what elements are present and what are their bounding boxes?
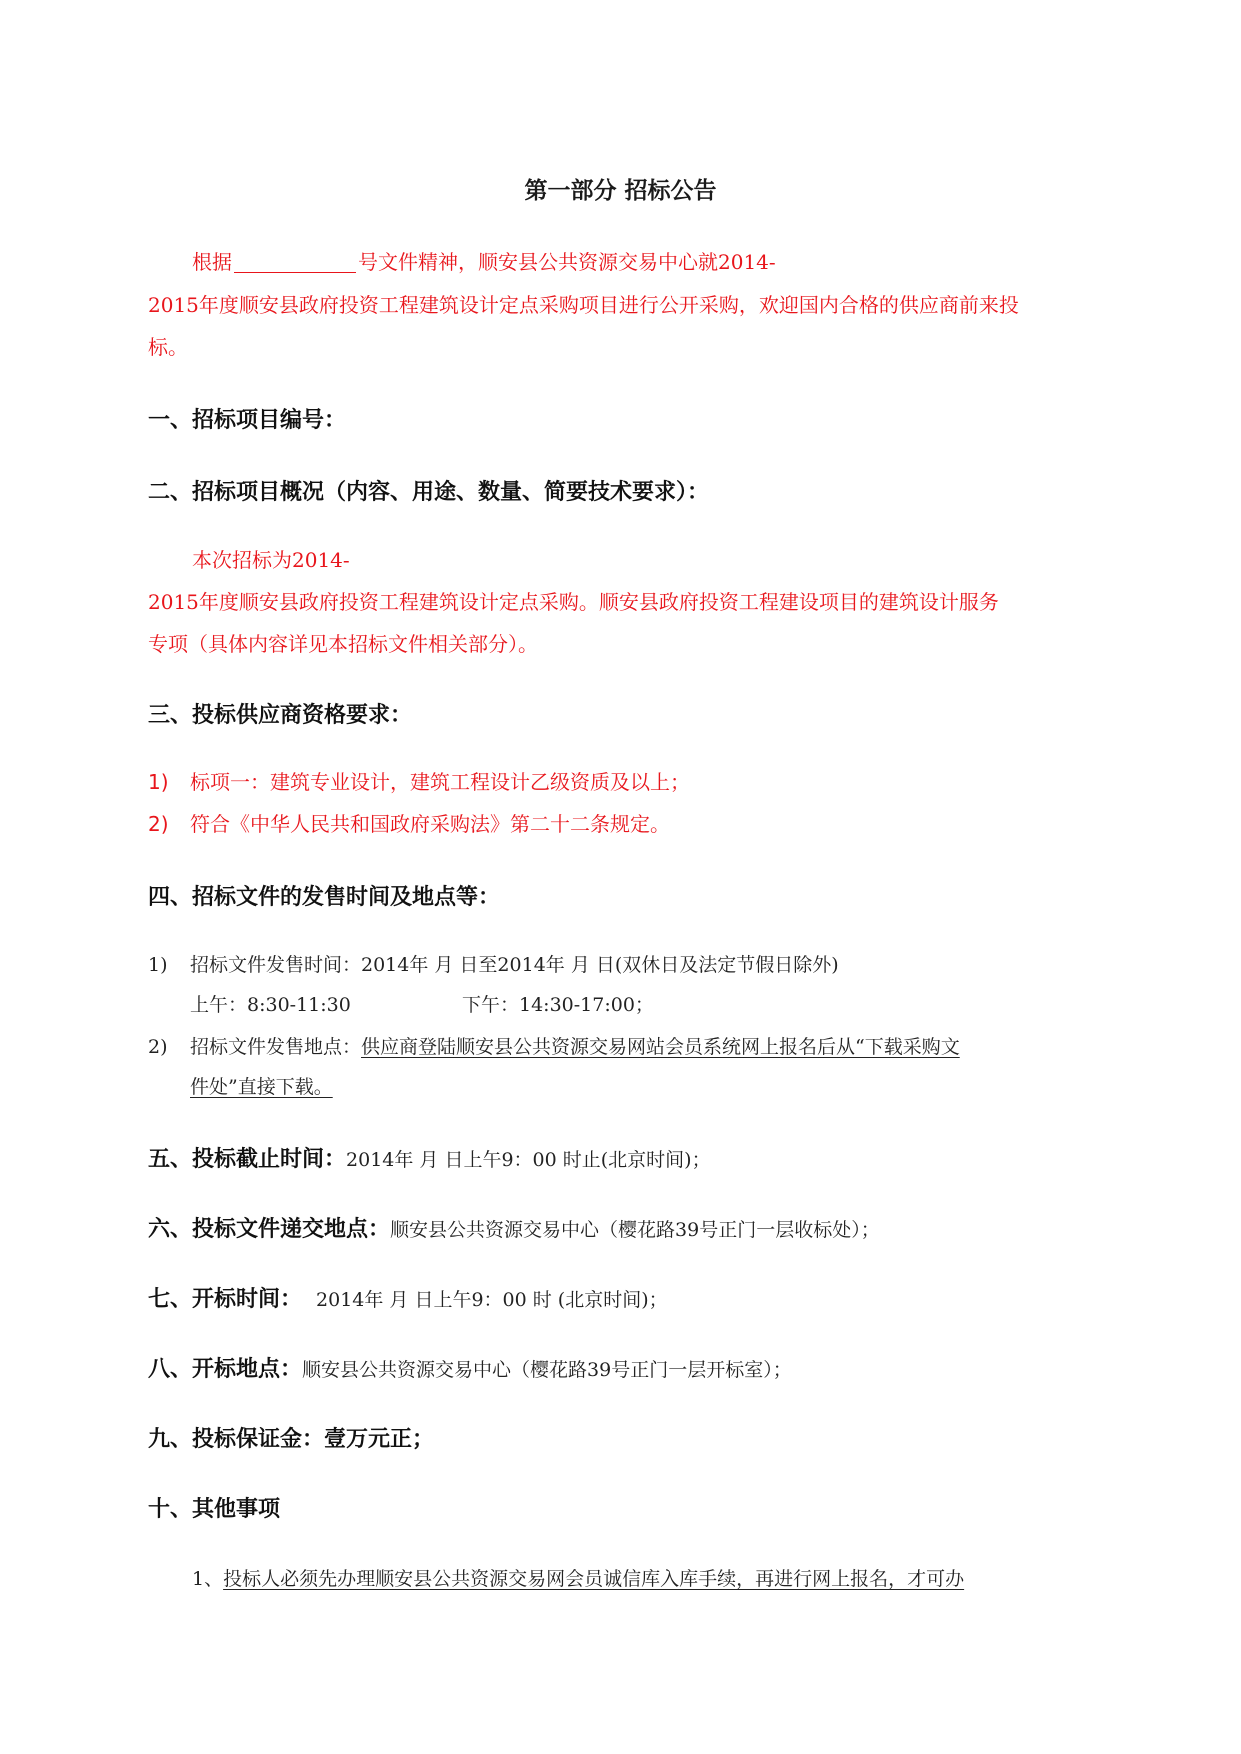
section-10-heading: 十、其他事项 bbox=[148, 1497, 281, 1522]
sale-location-number: 2) bbox=[148, 1036, 168, 1058]
intro-line-1-rest: 号文件精神，顺安县公共资源交易中心就2014- bbox=[358, 250, 776, 274]
bid-deadline-value: 2014年 月 日上午9：00 时止(北京时间)； bbox=[346, 1149, 711, 1171]
section-7 bbox=[148, 1282, 668, 1313]
submission-location-value: 顺安县公共资源交易中心（樱花路39号正门一层收标处）； bbox=[390, 1219, 880, 1241]
sale-time-am: 上午：8:30-11:30 bbox=[190, 994, 351, 1016]
qualification-item-1-number: 1) bbox=[148, 770, 169, 794]
section-4-heading: 四、招标文件的发售时间及地点等： bbox=[148, 885, 501, 910]
qualification-item-1 bbox=[148, 768, 690, 796]
qualification-item-2-text: 符合《中华人民共和国政府采购法》第二十二条规定。 bbox=[190, 812, 670, 836]
intro-line-1 bbox=[192, 248, 776, 276]
section-9-heading: 九、投标保证金：壹万元正； bbox=[148, 1427, 435, 1452]
opening-time-value: 2014年 月 日上午9：00 时 (北京时间)； bbox=[316, 1289, 668, 1311]
sale-time-pm: 下午：14:30-17:00； bbox=[462, 994, 654, 1016]
section-6 bbox=[148, 1212, 880, 1243]
other-item-1-text: 投标人必须先办理顺安县公共资源交易网会员诚信库入库手续，再进行网上报名，才可办 bbox=[223, 1568, 965, 1590]
section-2-line-3: 专项（具体内容详见本招标文件相关部分）。 bbox=[148, 632, 538, 656]
other-item-1-number: 1、 bbox=[192, 1568, 224, 1590]
qualification-item-2-number: 2) bbox=[148, 812, 169, 836]
section-5-heading: 五、投标截止时间： bbox=[148, 1147, 347, 1172]
sale-location-label: 招标文件发售地点： bbox=[190, 1036, 362, 1058]
sale-location-item bbox=[148, 1032, 960, 1059]
section-3-heading: 三、投标供应商资格要求： bbox=[148, 703, 413, 728]
section-5 bbox=[148, 1142, 711, 1173]
document-number-blank bbox=[234, 250, 356, 273]
sale-time-number: 1) bbox=[148, 954, 168, 976]
section-8-heading: 八、开标地点： bbox=[148, 1357, 303, 1382]
section-8 bbox=[148, 1352, 792, 1383]
other-item-1 bbox=[192, 1564, 964, 1591]
section-6-heading: 六、投标文件递交地点： bbox=[148, 1217, 391, 1242]
qualification-item-2 bbox=[148, 810, 670, 838]
sale-location-text-2: 件处”直接下载。 bbox=[190, 1076, 333, 1098]
sale-time-item bbox=[148, 950, 839, 977]
intro-line-2: 2015年度顺安县政府投资工程建筑设计定点采购项目进行公开采购，欢迎国内合格的供应商前来投 bbox=[148, 293, 1019, 317]
intro-line-3: 标。 bbox=[148, 335, 188, 359]
intro-prefix: 根据 bbox=[192, 250, 232, 274]
opening-location-value: 顺安县公共资源交易中心（樱花路39号正门一层开标室）； bbox=[302, 1359, 792, 1381]
sale-location-text: 供应商登陆顺安县公共资源交易网站会员系统网上报名后从“下载采购文 bbox=[361, 1036, 960, 1058]
sale-time-text: 招标文件发售时间：2014年 月 日至2014年 月 日(双休日及法定节假日除外) bbox=[190, 954, 839, 976]
section-1-heading: 一、招标项目编号： bbox=[148, 408, 347, 433]
section-2-line-2: 2015年度顺安县政府投资工程建筑设计定点采购。顺安县政府投资工程建设项目的建筑设计服务 bbox=[148, 590, 999, 614]
section-2-heading: 二、招标项目概况（内容、用途、数量、简要技术要求）： bbox=[148, 480, 710, 505]
qualification-item-1-text: 标项一：建筑专业设计，建筑工程设计乙级资质及以上； bbox=[190, 770, 690, 794]
section-7-heading: 七、开标时间： bbox=[148, 1287, 303, 1312]
section-2-line-1: 本次招标为2014- bbox=[192, 548, 350, 572]
page-title: 第一部分 招标公告 bbox=[524, 178, 717, 204]
